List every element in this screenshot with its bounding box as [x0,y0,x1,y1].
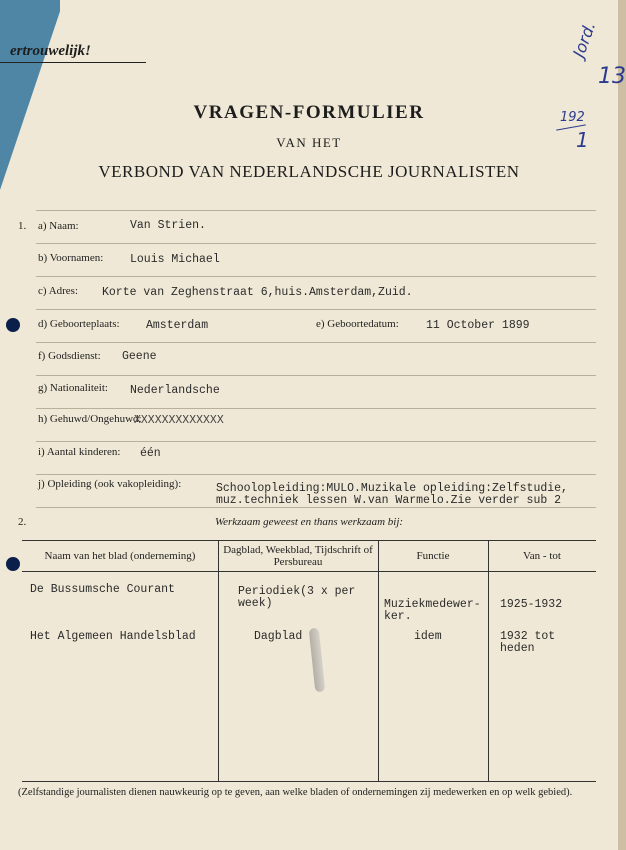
adres-value: Korte van Zeghenstraat 6,huis.Amsterdam,Zuid. [102,286,413,299]
opleiding-value-line1: Schoolopleiding:MULO.Muzikale opleiding:Zelfstudie, [216,482,568,495]
confidential-label: ertrouwelijk! [0,40,146,63]
row2-periode: 1932 tot heden [500,630,556,655]
separator-line [36,210,596,211]
employment-table [22,540,596,782]
form-subtitle: VAN HET [276,135,342,150]
voornamen-value: Louis Michael [130,253,220,266]
organisation-name: VERBOND VAN NEDERLANDSCHE JOURNALISTEN [98,162,520,181]
column-divider [218,541,219,781]
row1-periode: 1925-1932 [500,598,563,611]
voornamen-label: b) Voornamen: [38,252,104,264]
separator-line [36,441,596,442]
section-2-heading: Werkzaam geweest en thans werkzaam bij: [214,516,404,528]
godsdienst-label: f) Godsdienst: [38,350,101,362]
row2-soort: Dagblad [254,630,303,643]
col-header-naam: Naam van het blad (onderneming) [22,541,218,572]
col-header-periode: Van - tot [488,541,596,572]
naam-label: a) Naam: [38,220,79,232]
row1-naam: De Bussumsche Courant [30,583,175,596]
row2-naam: Het Algemeen Handelsblad [30,630,196,643]
col-header-functie: Functie [378,541,488,572]
nationaliteit-label: g) Nationaliteit: [38,382,108,394]
row1-soort: Periodiek(3 x per week) [238,585,356,610]
gehuwd-label: h) Gehuwd/Ongehuwd: [38,413,142,425]
row1-functie: Muziekmedewer-ker. [384,598,481,623]
column-divider [488,541,489,781]
separator-line [36,243,596,244]
geboortedatum-value: 11 October 1899 [426,319,530,332]
separator-line [36,408,596,409]
separator-line [36,342,596,343]
section-1-number: 1. [18,220,27,232]
geboortedatum-label: e) Geboortedatum: [316,318,399,330]
kinderen-value: één [140,447,161,460]
handwritten-fraction-top: 192 [560,110,585,125]
separator-line [36,507,596,508]
handwritten-note: Jord. [569,19,600,60]
punch-hole [6,557,20,571]
separator-line [36,474,596,475]
handwritten-fraction-bottom: 1 [576,128,589,152]
godsdienst-value: Geene [122,350,157,363]
kinderen-label: i) Aantal kinderen: [38,446,121,458]
row2-functie: idem [414,630,442,643]
opleiding-value-line2: muz.techniek lessen W.van Warmelo.Zie verder sub 2 [216,494,562,507]
col-header-soort: Dagblad, Weekblad, Tijdschrift of Persbureau [218,541,378,572]
footnote: (Zelfstandige journalisten dienen nauwkeurig op te geven, aan welke bladen of ondernemingen zij medewerken en op welk gebied). [18,787,573,798]
naam-value: Van Strien. [130,219,206,232]
separator-line [36,309,596,310]
nationaliteit-value: Nederlandsche [130,384,220,397]
separator-line [36,276,596,277]
section-2-number: 2. [18,516,27,528]
geboorteplaats-label: d) Geboorteplaats: [38,318,120,330]
handwritten-number: 13 [598,64,626,89]
opleiding-label: j) Opleiding (ook vakopleiding): [38,478,182,490]
form-title: VRAGEN-FORMULIER [193,102,425,123]
punch-hole [6,318,20,332]
separator-line [36,375,596,376]
column-divider [378,541,379,781]
geboorteplaats-value: Amsterdam [146,319,209,332]
gehuwd-value: XXXXXXXXXXXXX [134,414,224,427]
adres-label: c) Adres: [38,285,79,297]
